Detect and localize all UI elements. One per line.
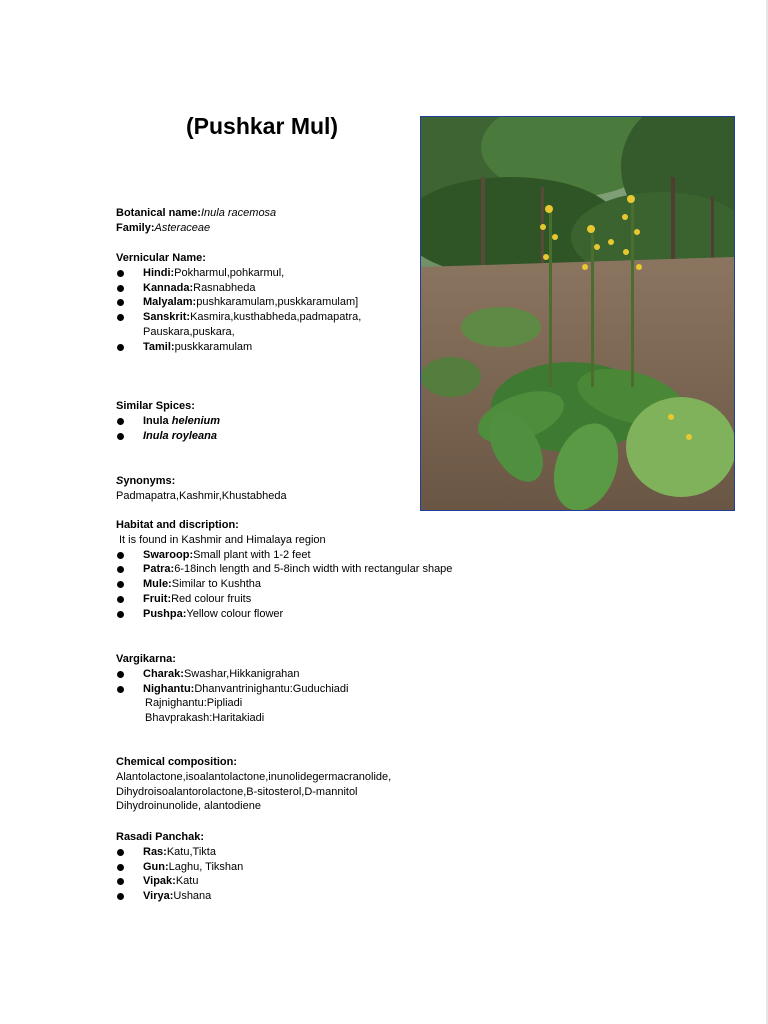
item-value: Dhanvantrinighantu:Guduchiadi bbox=[194, 682, 349, 695]
item-label: Malyalam: bbox=[143, 296, 197, 309]
habitat-section bbox=[116, 518, 536, 622]
item-label: Hindi: bbox=[143, 266, 175, 279]
habitat-heading: Habitat and discription: bbox=[116, 519, 239, 531]
list-item bbox=[116, 577, 536, 592]
synonyms-text: Padmapatra,Kashmir,Khustabheda bbox=[116, 489, 287, 502]
item-value: 6-18inch length and 5-8inch width with rectangular shape bbox=[174, 563, 453, 576]
item-label: Fruit: bbox=[143, 592, 172, 605]
similar-section bbox=[116, 399, 536, 443]
item-value: Rasnabheda bbox=[193, 281, 256, 294]
synonyms-section bbox=[116, 474, 536, 504]
item-label: Ras: bbox=[143, 845, 167, 858]
sanskrit-continuation: Pauskara,puskara, bbox=[143, 325, 235, 338]
item-value: Laghu, Tikshan bbox=[168, 860, 244, 873]
vernacular-heading: Vernicular Name: bbox=[116, 252, 206, 264]
item-value: Similar to Kushtha bbox=[171, 578, 261, 591]
item-label: Tamil: bbox=[143, 340, 175, 353]
list-item bbox=[116, 266, 536, 281]
list-item bbox=[116, 548, 536, 563]
family-value: Asteraceae bbox=[154, 221, 211, 234]
rasadi-heading: Rasadi Panchak: bbox=[116, 831, 205, 843]
item-species: helenium bbox=[171, 414, 221, 427]
item-label: Vipak: bbox=[143, 875, 176, 888]
item-value: pushkaramulam,puskkaramulam] bbox=[196, 296, 359, 309]
item-value: Katu bbox=[175, 875, 199, 888]
similar-heading: Similar Spices: bbox=[116, 400, 195, 412]
rasadi-section bbox=[116, 830, 536, 904]
synonyms-heading-rest: ynonyms: bbox=[123, 475, 176, 487]
list-item bbox=[116, 414, 536, 429]
item-label: Mule: bbox=[143, 578, 172, 591]
vernacular-section bbox=[116, 251, 536, 355]
item-value: Swashar,Hikkanigrahan bbox=[183, 667, 300, 680]
item-value: Kasmira,kusthabheda,padmapatra, bbox=[190, 311, 362, 324]
list-item bbox=[116, 874, 536, 889]
botanical-section bbox=[116, 206, 536, 236]
item-value: puskkaramulam bbox=[174, 340, 253, 353]
item-value: Small plant with 1-2 feet bbox=[193, 548, 311, 561]
item-value: Katu,Tikta bbox=[166, 845, 216, 858]
item-value: Pokharmul,pohkarmul, bbox=[174, 266, 285, 279]
list-item bbox=[116, 295, 536, 310]
item-label: Kannada: bbox=[143, 281, 194, 294]
synonyms-heading bbox=[116, 474, 536, 489]
botanical-name-line bbox=[116, 206, 536, 221]
list-item: Inula royleana bbox=[116, 429, 536, 444]
item-label: Pushpa: bbox=[143, 607, 187, 620]
vargikarna-section bbox=[116, 652, 536, 726]
synonyms-heading-s: S bbox=[116, 475, 124, 487]
item-value: Yellow colour flower bbox=[186, 607, 284, 620]
list-item bbox=[116, 592, 536, 607]
item-label: Nighantu: bbox=[143, 682, 195, 695]
list-item bbox=[116, 310, 536, 325]
chemical-heading: Chemical composition: bbox=[116, 756, 238, 768]
botanical-name-label: Botanical name: bbox=[116, 207, 201, 219]
vargikarna-continuation: Rajnighantu:Pipliadi bbox=[145, 697, 243, 710]
list-item bbox=[116, 845, 536, 860]
page-title: (Pushkar Mul) bbox=[186, 113, 339, 139]
list-item bbox=[116, 667, 536, 682]
family-label: Family: bbox=[116, 221, 155, 234]
vargikarna-heading: Vargikarna: bbox=[116, 653, 176, 665]
list-item bbox=[116, 682, 536, 697]
botanical-name-value: Inula racemosa bbox=[200, 207, 277, 219]
family-line bbox=[116, 221, 536, 236]
list-item bbox=[116, 281, 536, 296]
item-label: Sanskrit: bbox=[143, 311, 191, 324]
list-item bbox=[116, 860, 536, 875]
chemical-section bbox=[116, 755, 536, 814]
chemical-line: Dihydroinunolide, alantodiene bbox=[116, 800, 261, 813]
item-value: Ushana bbox=[173, 890, 212, 903]
list-item bbox=[116, 562, 536, 577]
chemical-line: Alantolactone,isoalantolactone,inunolidegermacranolide, bbox=[116, 770, 392, 783]
list-item bbox=[116, 340, 536, 355]
item-label: Gun: bbox=[143, 860, 169, 873]
item-genus: Inula bbox=[143, 414, 172, 427]
chemical-line: Dihydroisoalantorolactone,B-sitosterol,D-mannitol bbox=[116, 785, 358, 798]
item-label: Charak: bbox=[143, 667, 184, 680]
item-label: Virya: bbox=[143, 890, 174, 903]
item-label: Patra: bbox=[143, 563, 175, 576]
list-item bbox=[116, 607, 536, 622]
list-item bbox=[116, 889, 536, 904]
item-value: Red colour fruits bbox=[171, 592, 252, 605]
vargikarna-continuation: Bhavprakash:Haritakiadi bbox=[145, 712, 265, 725]
item-label: Swaroop: bbox=[143, 548, 194, 561]
habitat-intro: It is found in Kashmir and Himalaya region bbox=[119, 533, 326, 546]
